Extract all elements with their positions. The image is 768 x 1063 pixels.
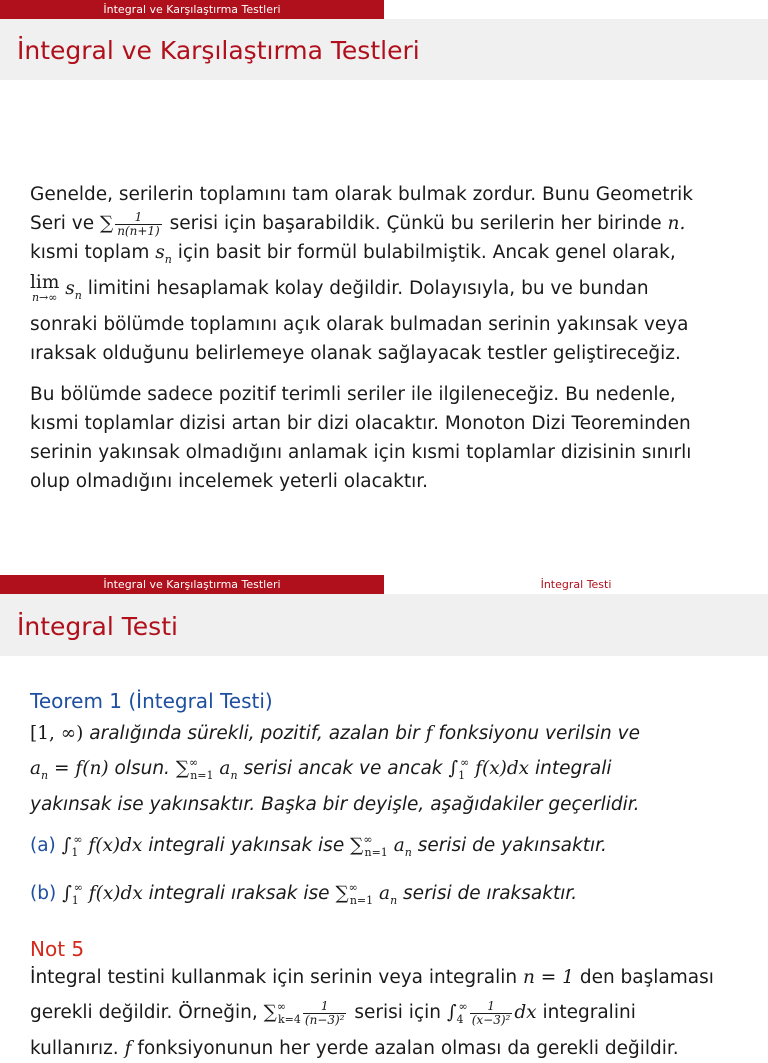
theorem-text: serisi ancak ve ancak bbox=[243, 758, 443, 779]
p2-line: Bu bölümde sadece pozitif terimli seriler ile ilgileneceğiz. Bu nedenle, bbox=[30, 384, 676, 405]
p1-text: kısmi toplam bbox=[30, 242, 150, 263]
header-subsection-empty bbox=[384, 0, 768, 19]
sum-expression bbox=[175, 756, 214, 782]
an-base: a bbox=[30, 758, 42, 779]
fraction bbox=[115, 211, 162, 238]
note-text: İntegral testini kullanmak için serinin veya integralin bbox=[30, 967, 518, 988]
p1-text: Seri ve bbox=[30, 213, 95, 234]
p2-line: kısmi toplamlar dizisi artan bir dizi olacaktır. Monoton Dizi Teoreminden bbox=[30, 413, 691, 434]
header-bar bbox=[0, 0, 768, 19]
math-an bbox=[30, 758, 49, 782]
p1-line-1: Genelde, serilerin toplamını tam olarak bulmak zordur. Bunu Geometrik bbox=[30, 184, 693, 205]
p1-text: serisi için başarabildik. Çünkü bu serilerin her birinde bbox=[169, 213, 662, 234]
integral-expression bbox=[448, 756, 470, 782]
sn-subscript: n bbox=[164, 253, 172, 266]
theorem-title: Teorem 1 (İntegral Testi) bbox=[30, 689, 273, 713]
p1-text: ıraksak olduğunu belirlemeye olanak sağlayacak testler geliştireceğiz. bbox=[30, 343, 681, 364]
math-f: f bbox=[425, 723, 433, 744]
item-label: (b) bbox=[30, 883, 57, 904]
fraction-denominator: n(n+1) bbox=[117, 223, 160, 238]
frame-body bbox=[0, 80, 768, 496]
p1-text: limitini hesaplamak kolay değildir. Dolayısıyla, bu ve bundan bbox=[87, 278, 649, 299]
frame-body bbox=[0, 656, 768, 1063]
integral-lower: 4 bbox=[456, 1013, 464, 1026]
math-an bbox=[219, 758, 238, 782]
integral-symbol: ∫ bbox=[448, 758, 459, 779]
p1-text: için basit bir formül bulabilmiştik. Ancak genel olarak, bbox=[177, 242, 676, 263]
math-dx: dx bbox=[514, 1002, 537, 1023]
math-sn bbox=[65, 278, 82, 302]
sn-base: s bbox=[65, 278, 75, 299]
theorem-text: serisi de yakınsaktır. bbox=[417, 835, 607, 856]
note-body: İntegral testini kullanmak için serinin veya integralin n = 1 den başlaması gerekli değildir. Örneğin, $\sum^\infty_{k=4}$ $\frac{1}{\text{(n−3)²}}$ serisi için $\int_4^\infty$ $\frac{1}{\text{(x−3)²}}$ dx integralini kullanırız. f fonksiyonunun her yerde azalan olması da gerekli değildir. bbox=[30, 967, 714, 1059]
frame-title: İntegral ve Karşılaştırma Testleri bbox=[17, 36, 420, 65]
sum-lower: k=4 bbox=[278, 1013, 301, 1026]
theorem-text: yakınsak ise yakınsaktır. Başka bir deyişle, aşağıdakiler geçerlidir. bbox=[30, 794, 640, 815]
theorem-text: integrali yakınsak ise bbox=[148, 835, 345, 856]
frame-title-bar bbox=[0, 19, 768, 80]
fraction-numerator: 1 bbox=[115, 211, 162, 225]
integrand: f(x)dx bbox=[475, 758, 530, 779]
math-interval: [1, ∞) bbox=[30, 723, 84, 744]
fraction bbox=[470, 1000, 513, 1027]
note-title: Not 5 bbox=[30, 937, 85, 961]
header-subsection-title[interactable]: İntegral Testi bbox=[384, 575, 768, 594]
frame-title-bar bbox=[0, 594, 768, 656]
integral-upper: ∞ bbox=[460, 756, 470, 769]
an-base: a bbox=[219, 758, 231, 779]
math-f: f bbox=[124, 1038, 132, 1059]
theorem-item-a: (a) $\int_1^\infty$ f(x)dx integrali yakınsak ise $\sum^\infty_{n=1}$ $a_n$ serisi de yakınsaktır. bbox=[30, 833, 607, 859]
an-subscript: n bbox=[230, 769, 238, 782]
theorem-text: fonksiyonu verilsin ve bbox=[438, 723, 640, 744]
sn-base: s bbox=[155, 242, 165, 263]
fraction-numerator: 1 bbox=[470, 1000, 513, 1014]
an-subscript: n bbox=[41, 769, 49, 782]
math-n: n. bbox=[667, 213, 686, 234]
sn-subscript: n bbox=[74, 289, 82, 302]
header-section-title[interactable]: İntegral ve Karşılaştırma Testleri bbox=[0, 0, 384, 19]
theorem-text: serisi de ıraksaktır. bbox=[403, 883, 578, 904]
theorem-text: olsun. bbox=[114, 758, 170, 779]
paragraph-1 bbox=[30, 180, 738, 368]
note-text: kullanırız. bbox=[30, 1038, 119, 1059]
note-text: fonksiyonunun her yerde azalan olması da gerekli değildir. bbox=[137, 1038, 679, 1059]
theorem-item-b: (b) $\int_1^\infty$ f(x)dx integrali ıraksak ise $\sum^\infty_{n=1}$ $a_n$ serisi de ıraksaktır. bbox=[30, 881, 578, 907]
fraction-numerator: 1 bbox=[303, 1000, 347, 1014]
sum-symbol: ∑ bbox=[99, 213, 114, 234]
p2-line: serinin yakınsak olmadığını anlamak için kısmi toplamlar dizisinin sınırlı bbox=[30, 442, 692, 463]
note-text: den başlaması bbox=[579, 967, 714, 988]
fraction-denominator: (x−3)² bbox=[471, 1012, 511, 1027]
theorem-text: integrali ıraksak ise bbox=[148, 883, 330, 904]
frame-title: İntegral Testi bbox=[17, 612, 178, 641]
theorem-body bbox=[30, 719, 738, 915]
header-bar bbox=[0, 575, 768, 594]
sum-symbol: ∑ bbox=[175, 758, 190, 779]
header-section-title[interactable]: İntegral ve Karşılaştırma Testleri bbox=[0, 575, 384, 594]
note-text: gerekli değildir. Örneğin, bbox=[30, 1002, 258, 1023]
item-label: (a) bbox=[30, 835, 56, 856]
limit-operator: lim bbox=[30, 272, 60, 293]
p2-line: olup olmadığını incelemek yeterli olacaktır. bbox=[30, 471, 429, 492]
sum-upper: ∞ bbox=[189, 756, 199, 769]
theorem-text: integrali bbox=[535, 758, 612, 779]
p1-text: sonraki bölümde toplamını açık olarak bulmadan serinin yakınsak veya bbox=[30, 314, 689, 335]
math-n-equals-1: n = 1 bbox=[522, 967, 574, 988]
limit-expression bbox=[30, 274, 59, 304]
slide-2 bbox=[0, 575, 768, 1059]
note-text: serisi için bbox=[354, 1002, 441, 1023]
theorem-text: aralığında sürekli, pozitif, azalan bir bbox=[89, 723, 420, 744]
sum-lower: n=1 bbox=[190, 769, 214, 782]
integral-lower: 1 bbox=[458, 769, 466, 782]
fraction bbox=[303, 1000, 347, 1027]
fraction-denominator: (n−3)² bbox=[304, 1012, 345, 1027]
math-equation: = f(n) bbox=[54, 758, 109, 779]
math-sn bbox=[155, 242, 172, 266]
note-text: integralini bbox=[542, 1002, 636, 1023]
paragraph-2 bbox=[30, 380, 738, 496]
limit-subscript: n→∞ bbox=[31, 291, 58, 304]
